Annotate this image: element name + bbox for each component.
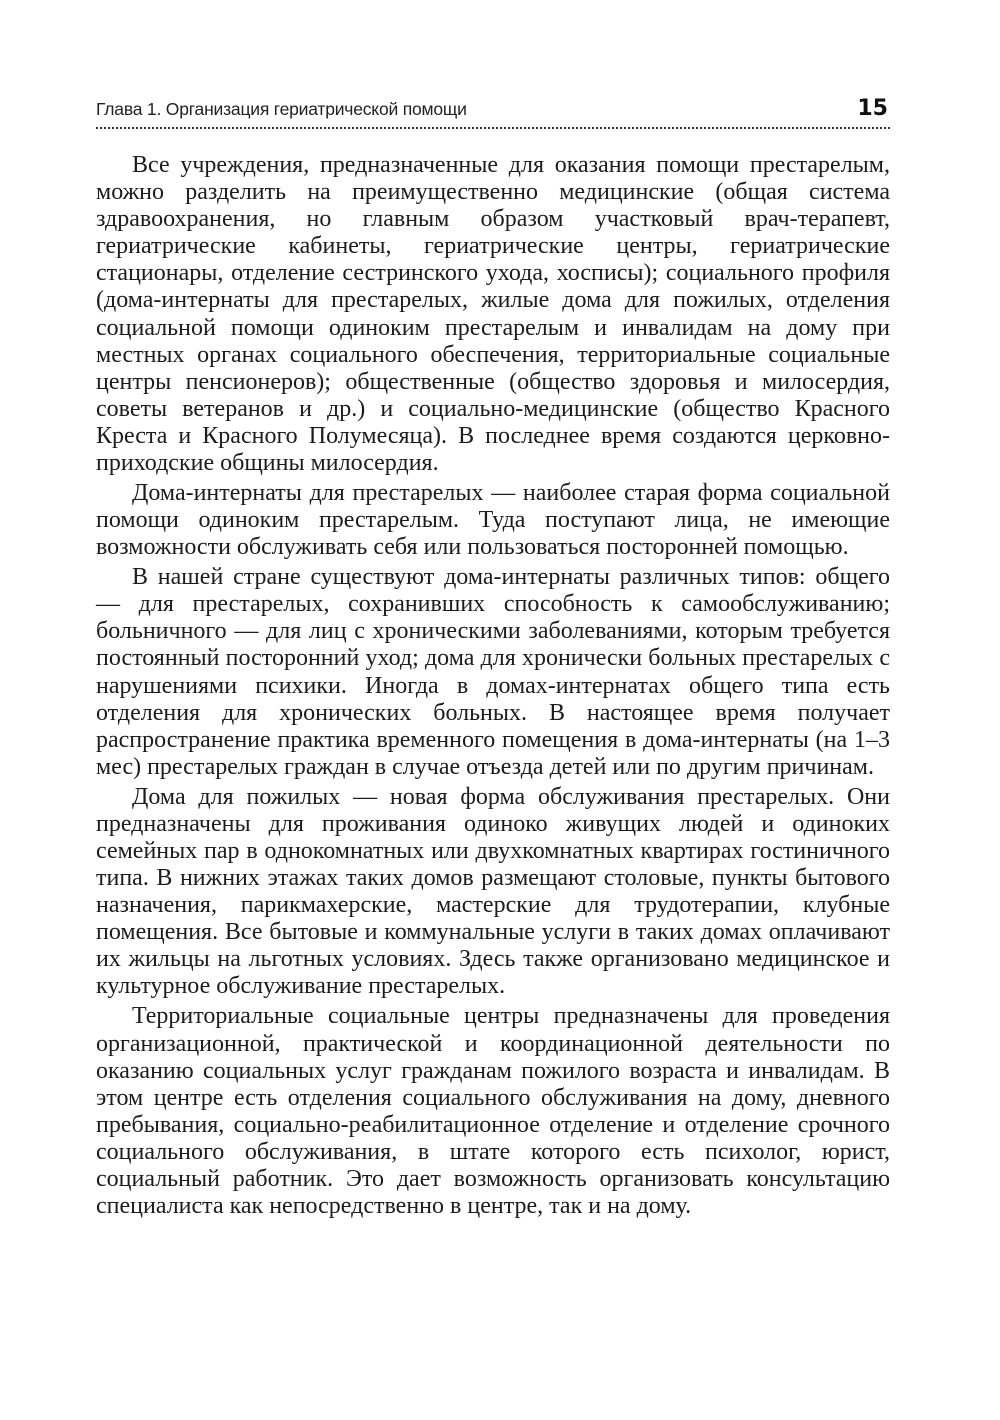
running-header: [96, 96, 890, 130]
paragraph-institutions: Все учреждения, предназначенные для оказания помощи престарелым, можно разделить на преимущественно медицинские (общая система здравоохранения, но главным образом участковый врач-терапевт, гериатрические кабинеты, гериатрические центры, гериатрические стационары, отделение сестринского ухода, хосписы); социального профиля (дома-интернаты для престарелых, жилые дома для пожилых, отделения социальной помощи одиноким престарелым и инвалидам на дому при местных органах социального обеспечения, территориальные социальные центры пенсионеров); общественные (общество здоровья и милосердия, советы ветеранов и др.) и социально-медицинские (общество Красного Креста и Красного Полумесяца). В последнее время создаются церковно-приходские общины милосердия.: [96, 152, 890, 477]
paragraph-elderly-housing: Дома для пожилых — новая форма обслуживания престарелых. Они предназначены для проживания одиноко живущих людей и одиноких семейных пар в однокомнатных или двухкомнатных квартирах гостиничного типа. В нижних этажах таких домов размещают столовые, пункты бытового назначения, парикмахерские, мастерские для трудотерапии, клубные помещения. Все бытовые и коммунальные услуги в таких домах оплачивают их жильцы на льготных условиях. Здесь также организовано медицинское и культурное обслуживание престарелых.: [96, 783, 890, 1000]
chapter-title: Глава 1. Организация гериатрической помощи: [96, 99, 467, 119]
header-dotted-rule: [96, 127, 890, 129]
paragraph-home-types: В нашей стране существуют дома-интернаты различных типов: общего — для престарелых, сохранивших способность к самообслуживанию; больничного — для лиц с хроническими заболеваниями, которым требуется постоянный посторонний уход; дома для хронически больных престарелых с нарушениями психики. Иногда в домах-интернатах общего типа есть отделения для хронических больных. В настоящее время получает распространение практика временного помещения в дома-интернаты (на 1–3 мес) престарелых граждан в случае отъезда детей или по другим причинам.: [96, 564, 890, 780]
paragraph-social-centers: Территориальные социальные центры предназначены для проведения организационной, практической и координационной деятельности по оказанию социальных услуг гражданам пожилого возраста и инвалидам. В этом центре есть отделения социального обслуживания на дому, дневного пребывания, социально-реабилитационное отделение и отделение срочного социального обслуживания, в штате которого есть психолог, юрист, социальный работник. Это дает возможность организовать консультацию специалиста как непосредственно в центре, так и на дому.: [96, 1003, 890, 1220]
paragraph-boarding-homes: Дома-интернаты для престарелых — наиболее старая форма социальной помощи одиноким престарелым. Туда поступают лица, не имеющие возможности обслуживать себя или пользоваться посторонней помощью.: [96, 480, 890, 561]
page-number: 15: [857, 96, 888, 121]
body-text: [96, 152, 890, 1223]
